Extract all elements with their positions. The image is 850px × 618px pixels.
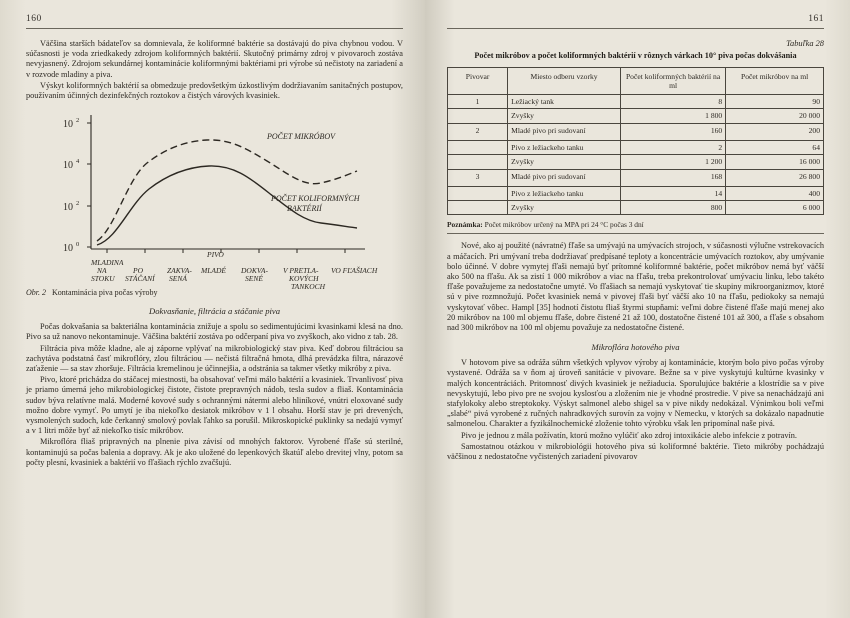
svg-text:V PRETLA-: V PRETLA- [282, 266, 318, 276]
table-cell: Ležiacký tank [508, 95, 621, 109]
svg-text:STÁČANÍ: STÁČANÍ [124, 274, 155, 284]
paragraph: V hotovom pive sa odráža súhrn všetkých vplyvov výroby aj kontaminácie, ktorým bolo pivo počas výroby vystavené. Odráža sa v ňom aj úroveň sanitácie v pivovare. Bežne sa v pive vyskytujú kultúrne kvasinky v malých koncentráciách. Pritomnosť divých kvasiniek je nežiaducia. Sporulujúce baktérie a klostrídie sa v pive nevyskytujú, lebo pivo pre ne svojou kyslosťou a zložením nie je vhodné prostredie. V pive sa nenachádzajú ani stafylokoky alebo streptokoky. Výskyt salmonel alebo shigel sa v pive nikdy nedokázal. Výnimkou boli veľmi „slabé“ pivá vyrobené z ručných nahradkových surovín za vojny v Nemecku, v ktorých sa dokázalo napadnutie salmonelou. Charakter a fyzikálnochemické zloženie tohto výrobku však len pripomínal naše pivá. [447, 358, 824, 429]
table-row [448, 169, 824, 186]
svg-text:BAKTÉRIÍ: BAKTÉRIÍ [286, 204, 322, 214]
table-row [448, 140, 824, 154]
table-cell: 26 800 [726, 169, 824, 186]
table-cell: 2 [620, 140, 725, 154]
svg-text:2: 2 [75, 117, 79, 125]
figure-number: Obr. 2 [26, 288, 47, 298]
table-cell: Zvyšky [508, 201, 621, 215]
svg-text:VO FĽAŠIACH: VO FĽAŠIACH [330, 266, 377, 276]
table-cell: Zvyšky [508, 155, 621, 169]
svg-text:STOKU: STOKU [90, 274, 115, 284]
paragraph: Nové, ako aj použité (návratné) fľaše sa umývajú na umývacích strojoch, v súčasnosti výlučne vstrekovacích a máčacích. Pri umývaní treba dodržiavať predpísané teploty a koncentrácie umývacích roztokov, aby umývanie bolo účinné. V dobre vymytej fľaši nemajú byť prítomné koliformné baktérie, počet mikróbov nemá byť väčší ako 500 na fľašu. Ak sa zistí 1 000 mikróbov a viac na fľašu, treba prekontrolovať umývaciu linku, lebo takéto fľaše považujeme za nedostatočne umyté. Vo fľašiach sa nemajú vyskytovať tie skupiny mikroorganizmov, ktoré sú v pive rozmnožujú. Počet kvasiniek nemá v pivovej fľaši byť väčší ako 10 na fľašu, pediokoky sa nemajú vyskytovať vôbec. Hampl [35] hodnotí čistotu fliaš štyrmi stupňami: veľmi dobre čistené fľaše majú menej ako 20 mikróbov na 100 ml objemu fľaše, dobre čistené 21 až 100, dostatočne čistené 101 až 300, a fľaše s obsahom nad 300 mikróbov na 100 ml objemu považuje za nedostatočne čistené. [447, 241, 824, 333]
table-cell: 1 200 [620, 155, 725, 169]
table-header-cell: Miesto odberu vzorky [508, 68, 621, 95]
svg-text:SENÁ: SENÁ [168, 274, 187, 284]
table-cell: 6 000 [726, 201, 824, 215]
svg-text:10: 10 [62, 119, 73, 131]
svg-text:10: 10 [62, 243, 73, 255]
figure-contamination-chart [26, 109, 403, 297]
svg-text:PO: PO [132, 266, 143, 276]
svg-text:POČET MIKRÓBOV: POČET MIKRÓBOV [266, 132, 335, 142]
table-cell: Mladé pivo pri sudovaní [508, 123, 621, 140]
table-cell: 1 [448, 95, 508, 109]
table-cell: Mladé pivo pri sudovaní [508, 169, 621, 186]
table-cell: Pivo z ležiackeho tanku [508, 140, 621, 154]
table-row [448, 201, 824, 215]
table-cell [448, 155, 508, 169]
svg-text:10: 10 [62, 202, 73, 214]
data-table [447, 67, 824, 215]
paragraph: Pivo je jednou z mála požívatín, ktorú možno vylúčiť ako zdroj intoxikácie alebo infekcie z potravín. [461, 430, 798, 440]
table-note-label: Poznámka: [447, 220, 483, 230]
header-rule-left [26, 28, 403, 29]
paragraph: Pivo, ktoré prichádza do stáčacej miestnosti, ba obsahovať veľmi málo baktérií a kvasiniek. Trvanlivosť piva je priamo úmerná jeho mikrobiologickej čistote, čistote prepravných nádob, tesla sudov a fliaš. Kontaminácia sudov býva relatívne malá. Moderné kovové sudy s ochrannými nátermi alebo hliníkové, vnútri eloxované sudy možno dobre vymyť. Po umytí je iba niekoľko desiatok mikróbov v 1 l obsahu. Horší stav je pri drevených, vysmolených sudoch, kde čerkanný smolový povlak ľahko sa porušil. Mikroskopické puklinky sa nedajú vymyť a v 1 litri môže byť až niekoľko tisíc mikróbov. [26, 375, 403, 436]
table-cell: 3 [448, 169, 508, 186]
table-cell [448, 186, 508, 200]
table-cell: 14 [620, 186, 725, 200]
table-cell: 160 [620, 123, 725, 140]
table-row [448, 186, 824, 200]
svg-text:4: 4 [75, 158, 79, 166]
svg-text:TANKOCH: TANKOCH [290, 282, 325, 292]
svg-text:POČET KOLIFORMNÝCH: POČET KOLIFORMNÝCH [270, 194, 360, 204]
table-cell [448, 109, 508, 123]
note-separator [447, 233, 824, 234]
page-number-right: 161 [808, 14, 824, 24]
table-cell [448, 201, 508, 215]
paragraph: Výskyt koliformných baktérií sa obmedzuje predovšetkým úzkostlivým dodržiavaním sanitačných postupov, používaním účinných dezinfekčných roztokov a čistých várových kvasiniek. [26, 80, 403, 101]
table-cell: 16 000 [726, 155, 824, 169]
table-cell: 2 [448, 123, 508, 140]
table-row [448, 109, 824, 123]
page-number-left: 160 [26, 14, 42, 24]
paragraph: Mikroflóra fliaš pripravných na plnenie piva závisí od mnohých faktorov. Vyrobené fľaše sú sterilné, kontaminujú sa počas balenia a dopravy. Ak je ako uložené do lepenkových škatúľ alebo drevitej vlny, potom sa počty plesní, kvasiniek a baktérií vo fľašiach rýchlo zvačšujú. [26, 437, 403, 467]
figure-caption [26, 288, 403, 297]
table-header-row [448, 68, 824, 95]
svg-text:NA: NA [96, 266, 107, 276]
table-row [448, 155, 824, 169]
table-cell: 64 [726, 140, 824, 154]
table-header-cell: Počet mikróbov na ml [726, 68, 824, 95]
table-cell: 90 [726, 95, 824, 109]
table-cell: 400 [726, 186, 824, 200]
table-row [448, 95, 824, 109]
table-cell: Zvyšky [508, 109, 621, 123]
table-note-text: Počet mikróbov určený na MPA pri 24 °C počas 3 dní [484, 220, 644, 230]
paragraph: Väčšina starších bádateľov sa domnievala, že koliformné baktérie sa dostávajú do piva chybnou vodou. V súčasnosti je voda zriedkakedy zdrojom koliformných baktérií. Skutočný primárny zdroj v pivovaroch zostáva nevyjasnený. Zdrojom sekundárnej kontaminácie koliformnými baktériami pri výrobe sú nečistoty na zariadení a v rozvode mladiny a piva. [26, 39, 403, 79]
table-cell [448, 140, 508, 154]
figure-caption-text: Kontaminácia piva počas výroby [52, 288, 158, 298]
table-cell: 200 [726, 123, 824, 140]
table-note [447, 220, 824, 229]
paragraph: Samostatnou otázkou v mikrobiológii hotového piva sú koliformné baktérie. Tieto mikróby pochádzajú väčšinou z nedostatočne vyčistených zariadení pivovarov [447, 441, 824, 462]
svg-text:0: 0 [75, 241, 79, 249]
svg-text:MLADINA: MLADINA [90, 258, 123, 268]
svg-text:MLADÉ: MLADÉ [200, 266, 226, 276]
table-cell: 20 000 [726, 109, 824, 123]
svg-text:SENÉ: SENÉ [244, 274, 263, 284]
table-cell: 8 [620, 95, 725, 109]
svg-text:2: 2 [75, 200, 79, 208]
table-row [448, 123, 824, 140]
paragraph: Filtrácia piva môže kladne, ale aj záporne vplývať na mikrobiologický stav piva. Keď dobrou filtráciou sa zachytáva podstatná časť mikroflóry, zlou filtráciou — nečistá filtračná hmota, dlhá prevádzka filtra, nárazové zaťaženie — sa stav zhoršuje. Filtrácia kremelinou je účinnejšia, a odstránia sa takmer všetky mikróby z piva. [26, 343, 403, 374]
chart-svg [35, 109, 395, 292]
svg-text:DOKVA-: DOKVA- [240, 266, 268, 276]
header-rule-right [447, 28, 824, 29]
chart-area [35, 109, 395, 292]
table-cell: Pivo z ležiackeho tanku [508, 186, 621, 200]
svg-text:KOVÝCH: KOVÝCH [288, 274, 319, 284]
table-header-cell: Pivovar [448, 68, 508, 95]
table-cell: 1 800 [620, 109, 725, 123]
table-cell: 168 [620, 169, 725, 186]
svg-text:PIVO: PIVO [206, 250, 224, 260]
svg-text:10: 10 [62, 160, 73, 172]
paragraph: Počas dokvašania sa bakteriálna kontaminácia znižuje a spolu so sedimentujúcimi kvasinkami klesá na dno. Pivo sa už nanovo nekontaminuje. Väčšina baktérií zostáva po odčerpaní piva vo zvyškoch, ako vidno z tab. 28. [26, 322, 403, 342]
svg-text:ZAKVA-: ZAKVA- [166, 266, 192, 276]
table-title: Počet mikróbov a počet koliformných baktérií v rôznych várkach 10° piva počas dokvášania [474, 51, 797, 60]
section-heading-left: Dokvasňanie, filtrácia a stáčanie piva [148, 306, 281, 317]
table-header-cell: Počet koliformných baktérií na ml [620, 68, 725, 95]
page-right [425, 0, 850, 618]
table-cell: 800 [620, 201, 725, 215]
table-label: Tabuľka 28 [786, 39, 824, 48]
section-heading-right: Mikroflóra hotového piva [591, 342, 680, 353]
